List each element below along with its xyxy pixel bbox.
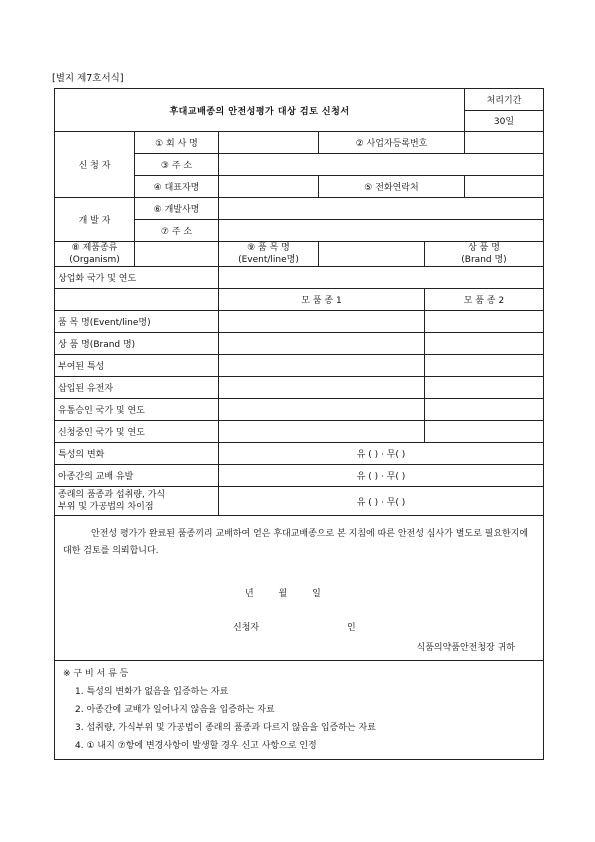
addressee: 식품의약품안전청장 귀하 <box>416 643 515 653</box>
application-form <box>54 88 544 760</box>
date-line[interactable]: 년 월 일 <box>245 589 321 599</box>
genes-label: 삽입된 유전자 <box>55 377 219 399</box>
seal-label: 인 <box>347 623 356 633</box>
event-name-parent1[interactable] <box>219 311 425 333</box>
trait-change-label: 특성의 변화 <box>55 443 219 465</box>
commercial-country-label: 상업화 국가 및 연도 <box>55 267 219 289</box>
applying-label: 신청중인 국가 및 연도 <box>55 421 219 443</box>
form-title: 후대교배종의 안전성평가 대상 검토 신청서 <box>55 89 465 132</box>
declaration-section <box>55 516 544 661</box>
developer-address-label: ⑦ 주 소 <box>135 220 219 242</box>
attachment-item: 1. 특성의 변화가 없음을 입증하는 자료 <box>75 687 229 697</box>
form-number-label: [별지 제7호서식] <box>52 73 124 84</box>
applying-parent1[interactable] <box>219 421 425 443</box>
phone-label: ⑤ 전화연락처 <box>319 176 465 198</box>
cross-label: 아종간의 교배 유발 <box>55 465 219 487</box>
representative-field[interactable] <box>219 176 319 198</box>
attachment-item: 2. 아종간에 교배가 일어나지 않음을 입증하는 자료 <box>75 705 275 715</box>
traits-parent1[interactable] <box>219 355 425 377</box>
applicant-address-field[interactable] <box>219 154 544 176</box>
developer-address-field[interactable] <box>219 220 544 242</box>
genes-parent2[interactable] <box>425 377 544 399</box>
brand-parent1[interactable] <box>219 333 425 355</box>
applying-parent2[interactable] <box>425 421 544 443</box>
phone-field[interactable] <box>465 176 544 198</box>
commercial-country-field[interactable] <box>219 267 544 289</box>
developer-name-label: ⑥ 개발사명 <box>135 198 219 220</box>
event-name-label: 품 목 명(Event/line명) <box>55 311 219 333</box>
distribution-parent1[interactable] <box>219 399 425 421</box>
item-name-field[interactable] <box>319 242 425 267</box>
brand-name-label: 상 품 명 (Brand 명) <box>425 242 544 267</box>
trait-change-yn[interactable]: 유 ( ) · 무( ) <box>219 443 544 465</box>
representative-label: ④ 대표자명 <box>135 176 219 198</box>
difference-label: 종래의 품종과 섭취량, 가식 부위 및 가공법의 차이점 <box>55 487 219 516</box>
developer-group-label: 개 발 자 <box>55 198 135 242</box>
attachments-header: ※ 구 비 서 류 등 <box>63 669 129 679</box>
product-type-label: ⑧ 제품종류 (Organism) <box>55 242 135 267</box>
traits-parent2[interactable] <box>425 355 544 377</box>
difference-yn[interactable]: 유 ( ) · 무( ) <box>219 487 544 516</box>
business-reg-field[interactable] <box>465 132 544 154</box>
distribution-label: 유통승인 국가 및 연도 <box>55 399 219 421</box>
parent2-header: 모 품 종 2 <box>425 289 544 311</box>
distribution-parent2[interactable] <box>425 399 544 421</box>
parent-header-blank <box>55 289 219 311</box>
processing-period-value: 30일 <box>465 110 544 132</box>
attachment-item: 3. 섭취량, 가식부위 및 가공법이 종래의 품종과 다르지 않음을 입증하는 자료 <box>75 723 376 733</box>
attachments-section <box>55 661 544 760</box>
cross-yn[interactable]: 유 ( ) · 무( ) <box>219 465 544 487</box>
event-name-parent2[interactable] <box>425 311 544 333</box>
brand-parent2[interactable] <box>425 333 544 355</box>
applicant-address-label: ③ 주 소 <box>135 154 219 176</box>
traits-label: 부여된 특성 <box>55 355 219 377</box>
brand-row-label: 상 품 명(Brand 명) <box>55 333 219 355</box>
developer-name-field[interactable] <box>219 198 544 220</box>
item-name-label: ⑨ 품 목 명 (Event/line명) <box>219 242 319 267</box>
company-name-label: ① 회 사 명 <box>135 132 219 154</box>
declaration-text: 안전성 평가가 완료된 품종끼리 교배하여 얻은 후대교배종으로 본 지침에 따른 안전성 심사가 별도로 필요한지에 대한 검토를 의뢰합니다. <box>63 529 529 556</box>
product-type-field[interactable] <box>135 242 219 267</box>
processing-period-label: 처리기간 <box>465 89 544 111</box>
attachment-item: 4. ① 내지 ⑦항에 변경사항이 발생할 경우 신고 사항으로 인정 <box>75 741 317 751</box>
company-name-field[interactable] <box>219 132 319 154</box>
applicant-group-label: 신 청 자 <box>55 132 135 198</box>
parent1-header: 모 품 종 1 <box>219 289 425 311</box>
genes-parent1[interactable] <box>219 377 425 399</box>
applicant-signature-label: 신청자 <box>233 623 260 633</box>
business-reg-label: ② 사업자등록번호 <box>319 132 465 154</box>
